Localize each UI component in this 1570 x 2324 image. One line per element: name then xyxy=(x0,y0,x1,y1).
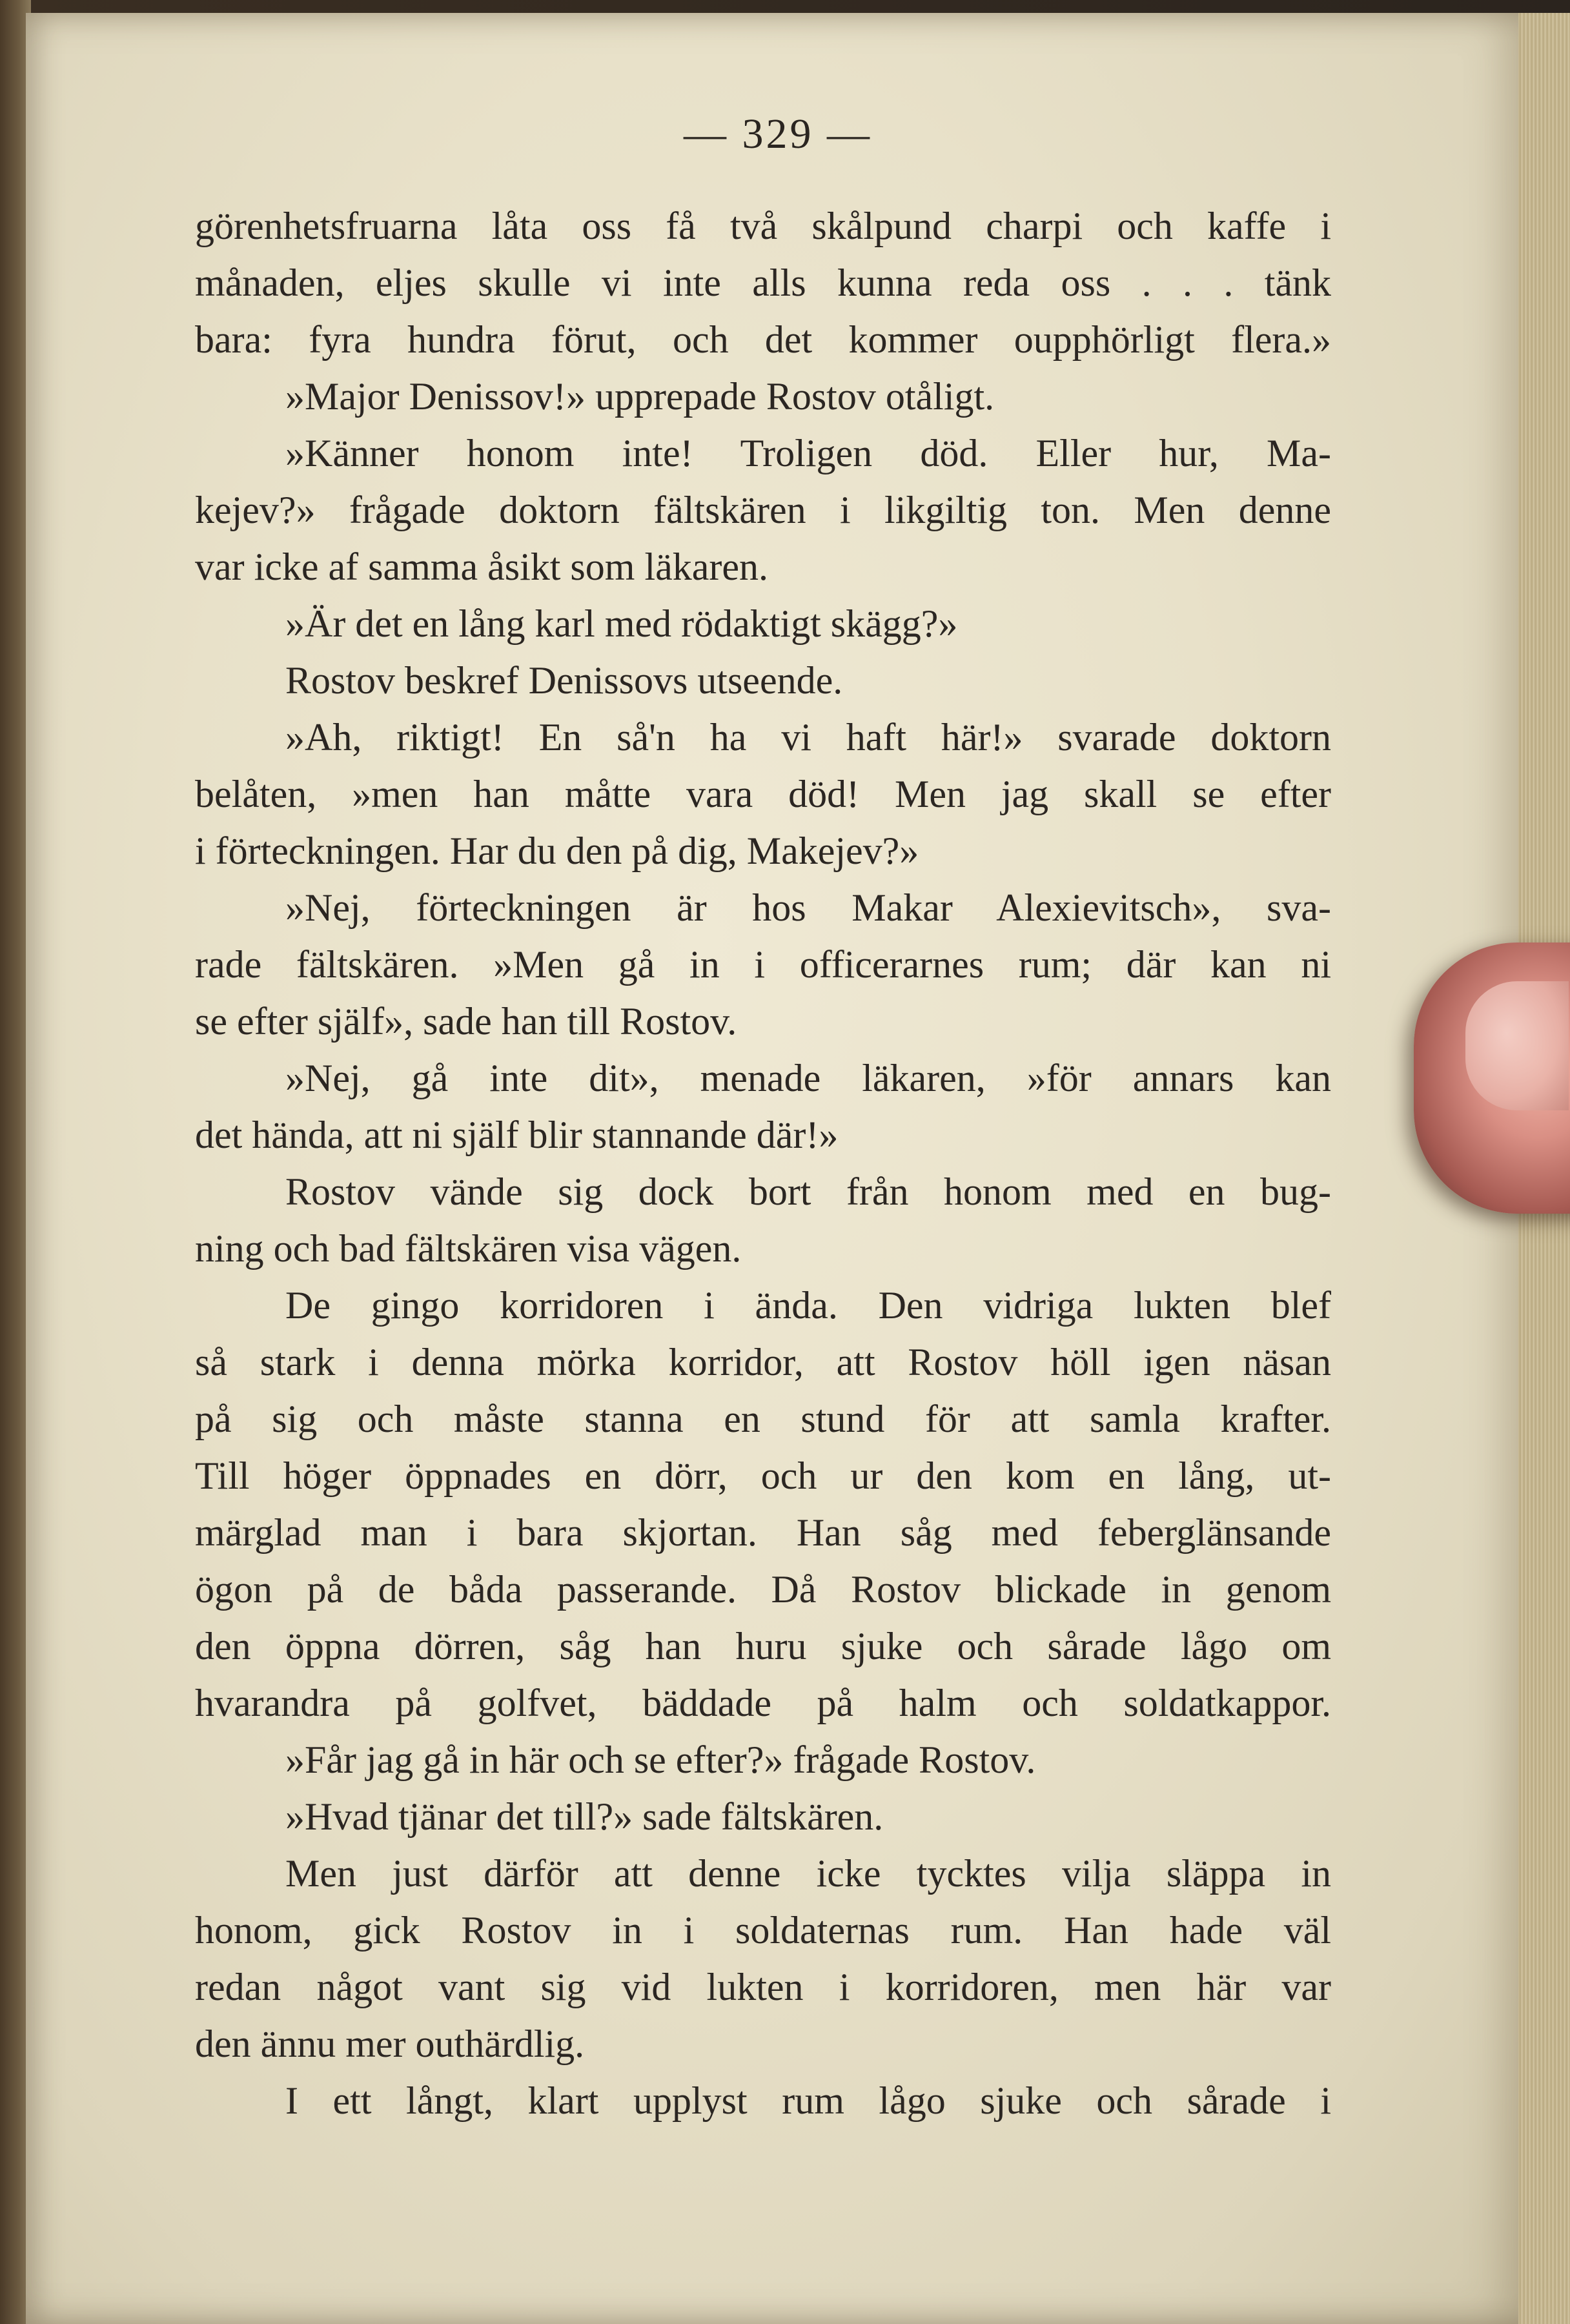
text-line: på sig och måste stanna en stund för att samla krafter. xyxy=(195,1398,1331,1440)
text-line: Men just därför att denne icke tycktes vilja släppa in xyxy=(285,1852,1331,1895)
text-line: Till höger öppnades en dörr, och ur den kom en lång, ut- xyxy=(195,1454,1331,1497)
text-line: den öppna dörren, såg han huru sjuke och sårade lågo om xyxy=(195,1625,1331,1667)
text-line: kejev?» frågade doktorn fältskären i likgiltig ton. Men denne xyxy=(195,489,1331,531)
text-line: bara: fyra hundra förut, och det kommer oupphörligt flera.» xyxy=(195,318,1331,361)
text-line: i förteckningen. Har du den på dig, Makejev?» xyxy=(195,830,919,872)
text-line: se efter själf», sade han till Rostov. xyxy=(195,1000,737,1043)
text-line: ögon på de båda passerande. Då Rostov blickade in genom xyxy=(195,1568,1331,1611)
page-body-text xyxy=(195,198,1331,2129)
text-line: »Nej, gå inte dit», menade läkaren, »för annars kan xyxy=(285,1057,1331,1099)
text-line: I ett långt, klart upplyst rum lågo sjuke och sårade i xyxy=(285,2079,1331,2122)
text-line: ning och bad fältskären visa vägen. xyxy=(195,1227,742,1270)
text-line: honom, gick Rostov in i soldaternas rum. Han hade väl xyxy=(195,1909,1331,1952)
text-line: den ännu mer outhärdlig. xyxy=(195,2023,585,2065)
text-line: »Får jag gå in här och se efter?» frågade Rostov. xyxy=(285,1738,1036,1781)
text-line: »Är det en lång karl med rödaktigt skägg?» xyxy=(285,602,958,645)
text-line: redan något vant sig vid lukten i korridoren, men här var xyxy=(195,1966,1331,2008)
book-page xyxy=(26,13,1530,2324)
text-line: »Ah, riktigt! En så'n ha vi haft här!» svarade doktorn xyxy=(285,716,1331,759)
text-line: »Hvad tjänar det till?» sade fältskären. xyxy=(285,1795,884,1838)
text-line: Rostov beskref Denissovs utseende. xyxy=(285,659,843,702)
text-line: det hända, att ni själf blir stannande där!» xyxy=(195,1114,839,1156)
text-line: så stark i denna mörka korridor, att Rostov höll igen näsan xyxy=(195,1341,1331,1383)
page-number: — 329 — xyxy=(684,110,872,158)
text-line: »Känner honom inte! Troligen död. Eller hur, Ma- xyxy=(285,432,1331,474)
text-line: månaden, eljes skulle vi inte alls kunna reda oss . . . tänk xyxy=(195,261,1331,304)
thumbnail-highlight xyxy=(1465,981,1569,1110)
text-line: »Nej, förteckningen är hos Makar Alexievitsch», sva- xyxy=(285,886,1331,929)
text-line: var icke af samma åsikt som läkaren. xyxy=(195,545,768,588)
text-line: Rostov vände sig dock bort från honom med en bug- xyxy=(285,1170,1331,1213)
text-line: görenhetsfruarna låta oss få två skålpund charpi och kaffe i xyxy=(195,205,1331,247)
text-line: märglad man i bara skjortan. Han såg med feberglänsande xyxy=(195,1511,1331,1554)
text-line: »Major Denissov!» upprepade Rostov otåligt. xyxy=(285,375,995,418)
text-line: De gingo korridoren i ända. Den vidriga lukten blef xyxy=(285,1284,1331,1327)
text-line: rade fältskären. »Men gå in i officerarnes rum; där kan ni xyxy=(195,943,1331,986)
text-line: hvarandra på golfvet, bäddade på halm och soldatkappor. xyxy=(195,1682,1331,1724)
text-line: belåten, »men han måtte vara död! Men jag skall se efter xyxy=(195,773,1331,815)
